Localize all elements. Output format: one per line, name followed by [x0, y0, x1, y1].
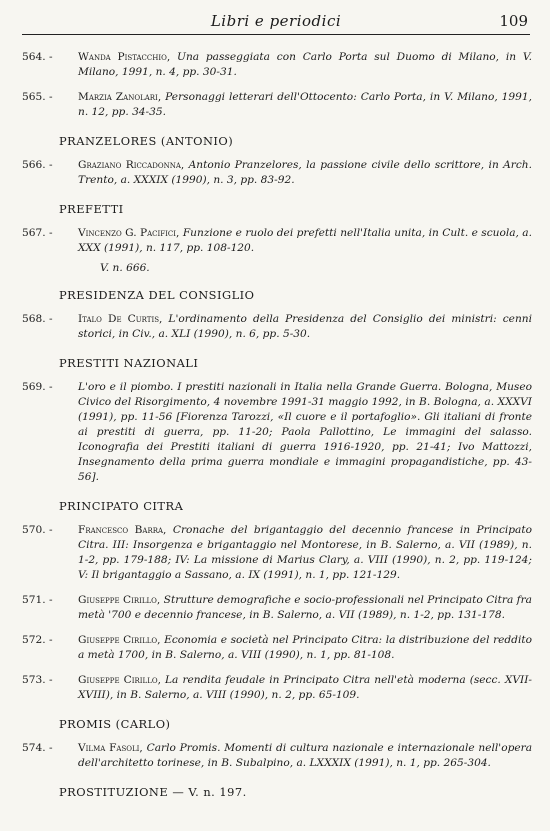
entry-text: L'ordinamento della Presidenza del Consiglio dei ministri: cenni storici, in Civ., a. XLI (1990), n. 6, pp. 5-30. [78, 313, 532, 340]
entry-author: Wanda Pistacchio, [78, 51, 171, 63]
entry-number: 571. - [22, 594, 53, 606]
bibliography-entry [22, 633, 532, 663]
entry-text: Strutture demografiche e socio-professionali nel Principato Citra fra metà '700 e decennio francese, in B. Salerno, a. VII (1989), n. 1-2, pp. 131-178. [78, 594, 532, 621]
running-title: Libri e periodici [210, 12, 342, 30]
entry-number: 566. - [22, 159, 53, 171]
entry-author: Graziano Riccadonna, [78, 159, 185, 171]
entry-number: 569. - [22, 381, 53, 393]
cross-reference: V. n. 666. [100, 262, 150, 274]
entry-text: Personaggi letterari dell'Ottocento: Carlo Porta, in V. Milano, 1991, n. 12, pp. 34-35. [78, 91, 532, 118]
section-heading: PRINCIPATO CITRA [59, 499, 184, 513]
entry-author: Marzia Zanolari, [78, 91, 162, 103]
bibliography-entry [22, 380, 532, 485]
bibliography-entry [22, 158, 532, 188]
bibliography-entry [22, 673, 532, 703]
section-heading: PRESIDENZA DEL CONSIGLIO [59, 288, 255, 302]
section-heading: PROMIS (CARLO) [59, 717, 171, 731]
entry-number: 572. - [22, 634, 53, 646]
bibliography-entry [22, 90, 532, 120]
entry-number: 574. - [22, 742, 53, 754]
section-heading: PREFETTI [59, 202, 124, 216]
bibliography-entry [22, 593, 532, 623]
bibliography-entry [22, 50, 532, 80]
entry-text: La rendita feudale in Principato Citra nell'età moderna (secc. XVII-XVIII), in B. Salerno, a. VIII (1990), n. 2, pp. 65-109. [78, 674, 532, 701]
entry-number: 565. - [22, 91, 53, 103]
entry-text: Una passeggiata con Carlo Porta sul Duomo di Milano, in V. Milano, 1991, n. 4, pp. 30-31. [78, 51, 532, 78]
running-header [22, 10, 530, 35]
entry-text: Carlo Promis. Momenti di cultura nazionale e internazionale nell'opera dell'architetto torinese, in B. Subalpino, a. LXXXIX (1991), n. 1, pp. 265-304. [78, 742, 533, 769]
section-heading: PRESTITI NAZIONALI [59, 356, 199, 370]
entry-number: 568. - [22, 313, 53, 325]
section-heading: PROSTITUZIONE — V. n. 197. [59, 785, 247, 799]
entry-text: Cronache del brigantaggio del decennio francese in Principato Citra. III: Insorgenza e brigantaggio nel Montorese, in B. Salerno, a. VII (1989), n. 1-2, pp. 179-188; IV: La missione di Marius Clary, a. VIII (1990), n. 2, pp. 119-124; V: Il brigantaggio a Sassano, a. IX (1991), n. 1, pp. 121-129. [78, 524, 532, 581]
entry-author: Vilma Fasoli, [78, 742, 143, 754]
entry-text: L'oro e il piombo. I prestiti nazionali in Italia nella Grande Guerra. Bologna, Museo Civico del Risorgimento, 4 novembre 1991-31 maggio 1992, in B. Bologna, a. XXXVI (1991), pp. 11-56 [Fiorenza Tarozzi, «Il cuore e il portafoglio». Gli italiani di fronte ai prestiti di guerra, pp. 11-20; Paola Pallottino, Le immagini del salasso. Iconografia dei Prestiti italiani di guerra 1916-1920, pp. 21-41; Ivo Mattozzi, Insegnamento della prima guerra mondiale e immagini propagandistiche, pp. 43-56]. [78, 381, 532, 483]
bibliography-entry [22, 741, 532, 771]
entry-author: Giuseppe Cirillo, [78, 594, 161, 606]
entry-text: Economia e società nel Principato Citra: la distribuzione del reddito a metà 1700, in B. Salerno, a. VIII (1990), n. 1, pp. 81-108. [78, 634, 532, 661]
entry-text: Funzione e ruolo dei prefetti nell'Italia unita, in Cult. e scuola, a. XXX (1991), n. 117, pp. 108-120. [78, 227, 532, 254]
bibliography-entry [22, 226, 532, 256]
entry-author: Giuseppe Cirillo, [78, 634, 161, 646]
entry-number: 570. - [22, 524, 53, 536]
entry-text: Antonio Pranzelores, la passione civile dello scrittore, in Arch. Trento, a. XXXIX (1990), n. 3, pp. 83-92. [78, 159, 532, 186]
section-heading: PRANZELORES (ANTONIO) [59, 134, 234, 148]
bibliography-entry [22, 312, 532, 342]
entry-number: 564. - [22, 51, 53, 63]
bibliography-entry [22, 523, 532, 583]
entry-author: Giuseppe Cirillo, [78, 674, 161, 686]
entry-number: 573. - [22, 674, 53, 686]
bibliography-list [22, 50, 532, 809]
entry-author: Francesco Barra, [78, 524, 167, 536]
entry-author: Vincenzo G. Pacifici, [78, 227, 180, 239]
page-number: 109 [499, 12, 528, 30]
entry-author: Italo De Curtis, [78, 313, 163, 325]
entry-number: 567. - [22, 227, 53, 239]
